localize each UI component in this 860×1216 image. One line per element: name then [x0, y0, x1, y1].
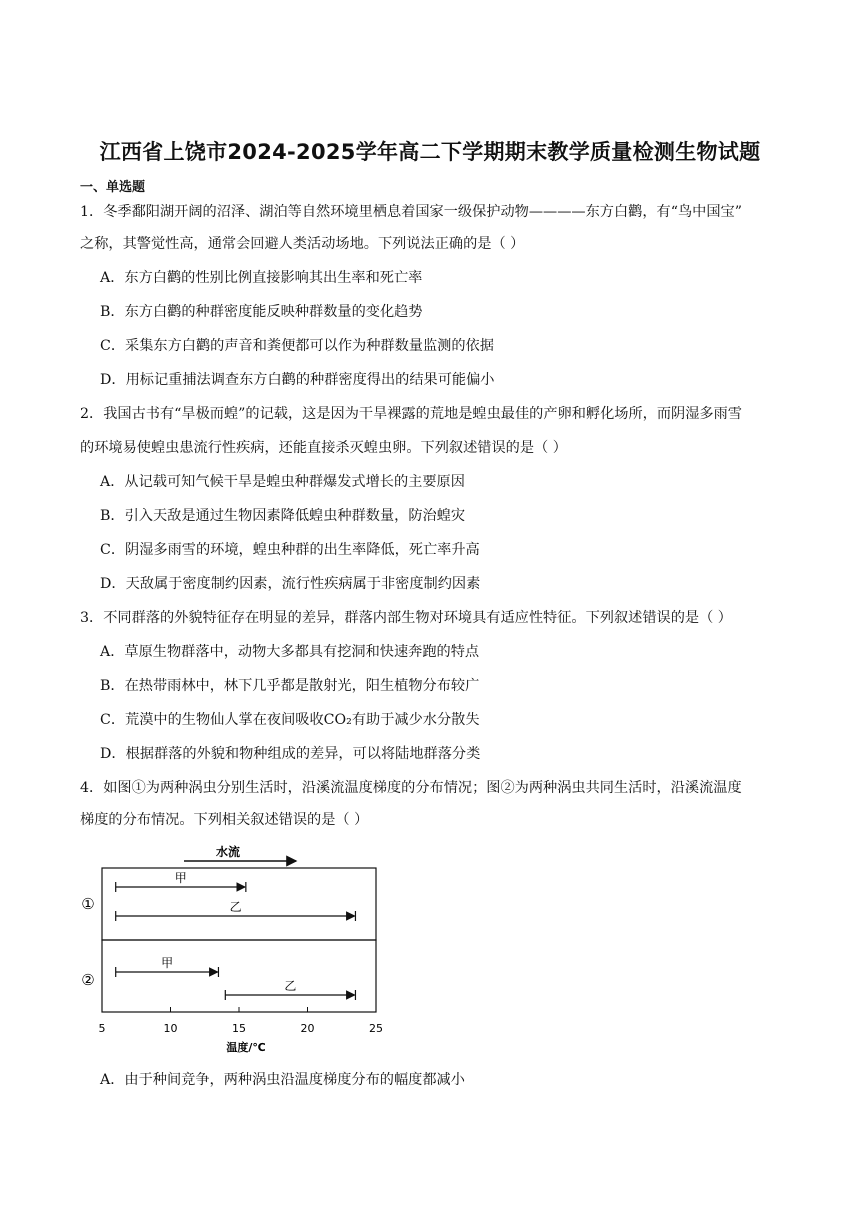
section-heading: 一、单选题 [80, 180, 146, 195]
question-1-option-d: D．用标记重捕法调查东方白鹳的种群密度得出的结果可能偏小 [100, 372, 495, 388]
question-3-option-c: C．荒漠中的生物仙人掌在夜间吸收CO₂有助于减少水分散失 [100, 712, 480, 728]
panel-1-species-a-label: 甲 [174, 871, 187, 885]
x-axis-label: 温度/℃ [226, 1041, 266, 1054]
panel-2-frame [102, 940, 376, 1012]
question-3-option-a: A．草原生物群落中，动物大多都具有挖洞和快速奔跑的特点 [100, 644, 480, 660]
panel-1-species-b-label: 乙 [229, 900, 242, 914]
question-2-option-b: B．引入天敌是通过生物因素降低蝗虫种群数量，防治蝗灾 [100, 508, 466, 524]
flatworm-distribution-figure [76, 840, 406, 1060]
question-4-option-a: A．由于种间竞争，两种涡虫沿温度梯度分布的幅度都减小 [100, 1072, 465, 1088]
question-1-option-a: A．东方白鹳的性别比例直接影响其出生率和死亡率 [100, 270, 423, 286]
panel-2-species-b-label: 乙 [284, 979, 297, 993]
question-3-option-b: B．在热带雨林中，林下几乎都是散射光，阳生植物分布较广 [100, 678, 480, 694]
question-2-option-a: A．从记载可知气候干旱是蝗虫种群爆发式增长的主要原因 [100, 474, 465, 490]
question-2-stem-line-2: 的环境易使蝗虫患流行性疾病，还能直接杀灭蝗虫卵。下列叙述错误的是（ ） [80, 440, 567, 456]
x-tick-label: 5 [98, 1022, 106, 1035]
x-tick-label: 15 [232, 1022, 246, 1035]
x-axis-ticks [99, 1007, 384, 1035]
question-1-option-c: C．采集东方白鹳的声音和粪便都可以作为种群数量监测的依据 [100, 338, 494, 354]
question-1-option-b: B．东方白鹳的种群密度能反映种群数量的变化趋势 [100, 304, 423, 320]
question-2-stem-line-1: 2．我国古书有“旱极而蝗”的记载，这是因为干旱裸露的荒地是蝗虫最佳的产卵和孵化场所，而阴湿多雨雪 [80, 406, 742, 422]
panel-1-label: ① [81, 895, 95, 913]
flow-label: 水流 [215, 845, 241, 859]
panel-2-label: ② [81, 971, 95, 989]
question-4-stem-line-2: 梯度的分布情况。下列相关叙述错误的是（ ） [80, 812, 369, 828]
question-4-stem-line-1: 4．如图①为两种涡虫分别生活时，沿溪流温度梯度的分布情况；图②为两种涡虫共同生活时，沿溪流温度 [80, 780, 742, 796]
question-1-stem-line-1: 1．冬季鄱阳湖开阔的沼泽、湖泊等自然环境里栖息着国家一级保护动物————东方白鹳，有“鸟中国宝” [80, 204, 742, 220]
question-1-stem-line-2: 之称，其警觉性高，通常会回避人类活动场地。下列说法正确的是（ ） [80, 236, 525, 252]
x-tick-label: 25 [369, 1022, 383, 1035]
question-2-option-c: C．阴湿多雨雪的环境，蝗虫种群的出生率降低，死亡率升高 [100, 542, 480, 558]
question-3-option-d: D．根据群落的外貌和物种组成的差异，可以将陆地群落分类 [100, 746, 481, 762]
question-2-option-d: D．天敌属于密度制约因素，流行性疾病属于非密度制约因素 [100, 576, 481, 592]
range-bars [116, 871, 356, 1000]
page-title: 江西省上饶市2024-2025学年高二下学期期末教学质量检测生物试题 [99, 140, 761, 164]
x-tick-label: 10 [163, 1022, 178, 1035]
panel-2-species-a-label: 甲 [161, 956, 174, 970]
x-tick-label: 20 [300, 1022, 315, 1035]
question-3-stem-line-1: 3．不同群落的外貌特征存在明显的差异，群落内部生物对环境具有适应性特征。下列叙述错误的是（ ） [80, 610, 732, 626]
